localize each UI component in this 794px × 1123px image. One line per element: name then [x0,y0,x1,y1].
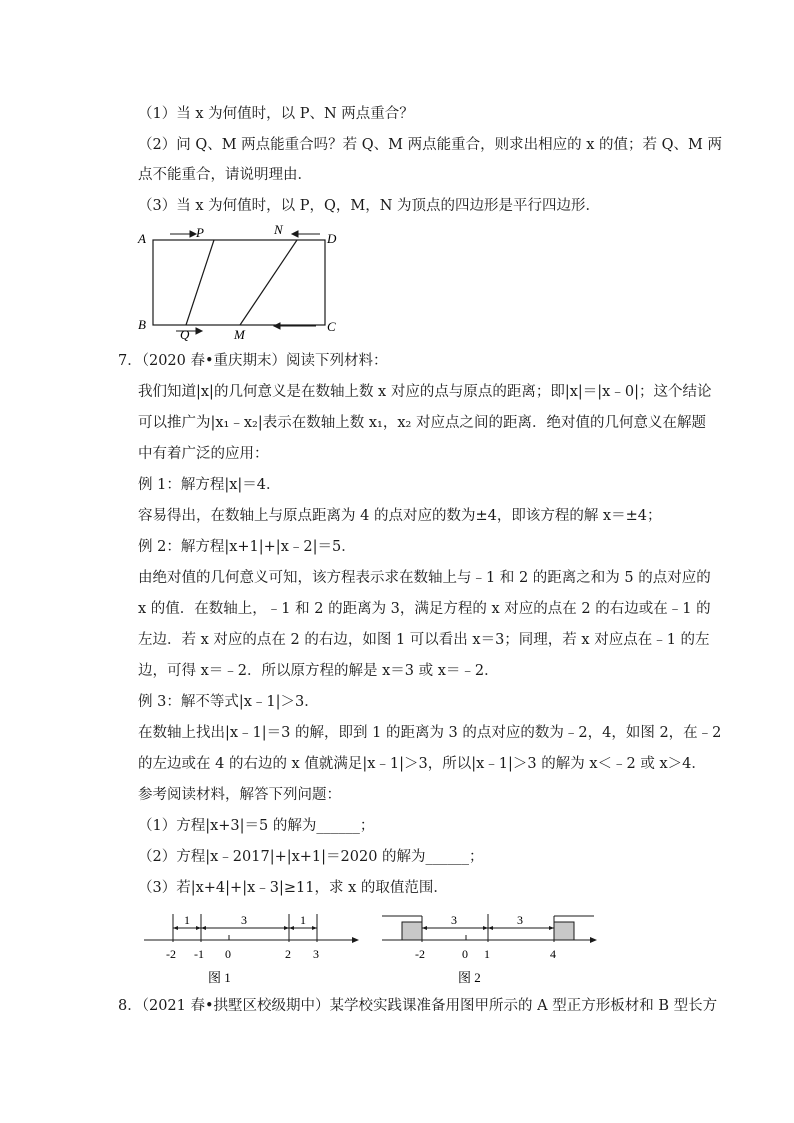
label-p: P [196,225,204,240]
number-line-figure-2 [378,908,603,988]
q7-heading: 7．（2020 春•重庆期末）阅读下列材料： [118,353,388,369]
tick-label: 0 [225,947,231,961]
span-label: 3 [241,913,247,927]
label-q: Q [180,327,190,342]
segment-pq [186,240,214,325]
shaded-region-left [402,922,422,940]
q7-line: 容易得出，在数轴上与原点距离为 4 的点对应的数为±4，即该方程的解 x＝±4； [138,508,662,524]
span-label: 1 [300,913,306,927]
q7-line: 边，可得 x＝﹣2．所以原方程的解是 x＝3 或 x＝﹣2． [138,663,499,679]
q7-line: 例 3：解不等式|x﹣1|＞3． [138,694,319,710]
q6-part1: （1）当 x 为何值时，以 P、N 两点重合？ [138,106,414,122]
q7-line: 中有着广泛的应用： [138,446,269,462]
rectangle-figure [130,220,360,345]
label-a: A [138,231,146,246]
span-label: 3 [517,913,523,927]
q8-heading: 8．（2021 春•拱墅区校级期中）某学校实践课准备用图甲所示的 A 型正方形板材和 B 型长方 [118,998,718,1014]
q7-line: x 的值．在数轴上，﹣1 和 2 的距离为 3，满足方程的 x 对应的点在 2 的右边或在﹣1 的 [138,601,711,617]
q6-part3: （3）当 x 为何值时，以 P，Q，M，N 为顶点的四边形是平行四边形． [138,198,601,214]
q7-line: 可以推广为|x₁﹣x₂|表示在数轴上数 x₁，x₂ 对应点之间的距离．绝对值的几何意义在解题 [138,415,706,431]
q7-line: 的左边或在 4 的右边的 x 值就满足|x﹣1|＞3，所以|x﹣1|＞3 的解为 x＜﹣2 或 x＞4． [138,756,706,772]
tick-label: 4 [550,947,556,961]
span-label: 3 [451,913,457,927]
q7-line: 左边．若 x 对应的点在 2 的右边，如图 1 可以看出 x＝3；同理，若 x 对应点在﹣1 的左 [138,632,710,648]
q6-part2-line1: （2）问 Q、M 两点能重合吗？若 Q、M 两点能重合，则求出相应的 x 的值；若 Q、M 两 [138,137,722,153]
label-c: C [327,319,336,334]
q6-part2-line2: 点不能重合，请说明理由． [138,167,312,183]
q7-line: 在数轴上找出|x﹣1|＝3 的解，即到 1 的距离为 3 的点对应的数为﹣2，4，如图 2，在﹣2 [138,725,722,741]
label-d: D [327,231,337,246]
q7-line: 参考阅读材料，解答下列问题： [138,787,341,803]
q7-line: 由绝对值的几何意义可知，该方程表示求在数轴上与﹣1 和 2 的距离之和为 5 的点对应的 [138,570,711,586]
tick-label: -1 [194,947,204,961]
label-n: N [274,222,283,237]
tick-label: 3 [313,947,319,961]
tick-label: -2 [166,947,176,961]
q7-line: （1）方程|x+3|＝5 的解为______； [138,818,375,834]
q7-line: 例 2：解方程|x+1|+|x﹣2|＝5． [138,539,356,555]
shaded-region-right [554,922,574,940]
tick-label: 1 [484,947,490,961]
figure-caption: 图 1 [208,970,231,985]
tick-label: 0 [462,947,468,961]
label-m: M [234,327,245,342]
number-line-figure-1 [140,908,365,988]
tick-label: 2 [285,947,291,961]
q7-line: 例 1：解方程|x|＝4． [138,477,281,493]
figure-caption: 图 2 [458,970,481,985]
q7-line: （2）方程|x﹣2017|+|x+1|＝2020 的解为______； [138,849,484,865]
q7-line: 我们知道|x|的几何意义是在数轴上数 x 对应的点与原点的距离；即|x|＝|x﹣0|；这个结论 [138,384,712,400]
segment-nm [240,240,297,325]
q7-line: （3）若|x+4|+|x﹣3|≥11，求 x 的取值范围． [138,880,448,896]
tick-label: -2 [415,947,425,961]
label-b: B [138,317,146,332]
span-label: 1 [184,913,190,927]
